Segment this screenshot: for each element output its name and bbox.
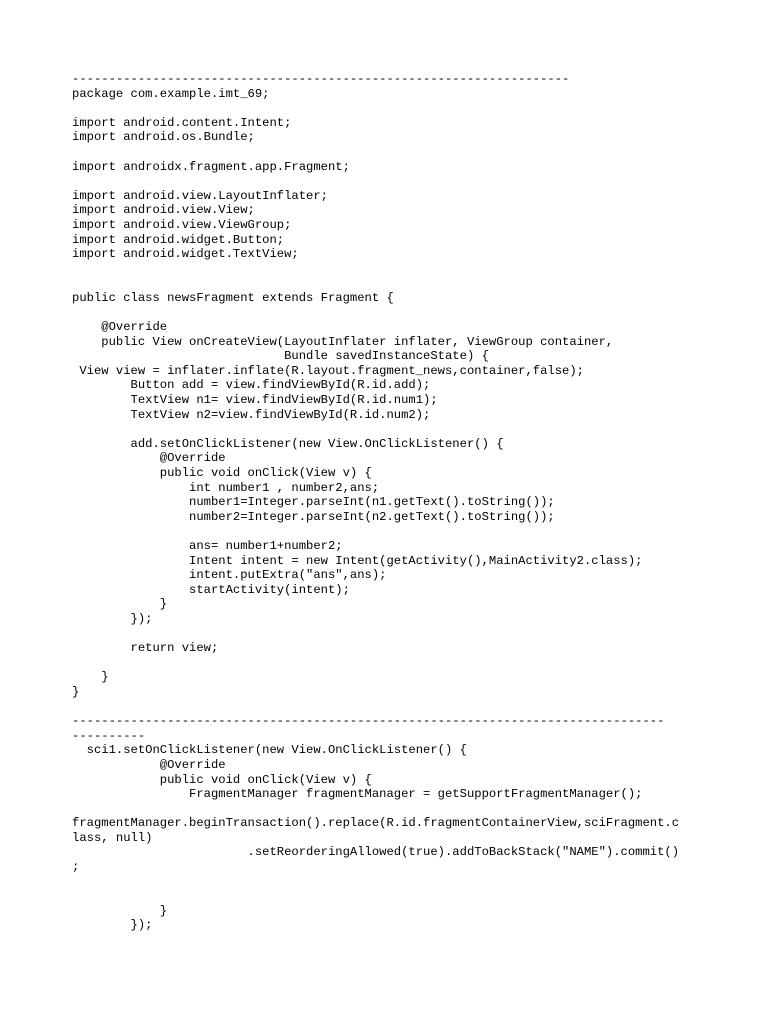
code-line: TextView n1= view.findViewById(R.id.num1); (72, 393, 438, 408)
code-line: import android.widget.TextView; (72, 247, 299, 262)
code-line (72, 306, 712, 321)
code-line: import android.view.ViewGroup; (72, 217, 292, 232)
code-line: } (72, 903, 168, 918)
code-line (72, 656, 712, 671)
code-line: return view; (72, 641, 219, 656)
code-line (72, 262, 712, 277)
code-line: number1=Integer.parseInt(n1.getText().toString()); (72, 495, 555, 510)
code-line: ans= number1+number2; (72, 539, 343, 553)
code-line: public void onClick(View v) { (72, 772, 372, 787)
code-line: public View onCreateView(LayoutInflater inflater, ViewGroup container, (72, 334, 614, 349)
code-line: public class newsFragment extends Fragment { (72, 290, 394, 305)
code-line: View view = inflater.inflate(R.layout.fragment_news,container,false); (72, 363, 584, 378)
code-line: lass, null) (72, 830, 153, 845)
code-line (72, 627, 712, 642)
code-line (72, 875, 712, 890)
code-line (72, 101, 712, 116)
code-line (72, 802, 712, 817)
code-line: @Override (72, 757, 226, 772)
code-line: Bundle savedInstanceState) { (72, 349, 489, 364)
code-line: intent.putExtra("ans",ans); (72, 568, 387, 583)
code-line: import android.view.LayoutInflater; (72, 188, 328, 203)
code-line: import android.content.Intent; (72, 115, 292, 130)
code-line: Intent intent = new Intent(getActivity(),MainActivity2.class); (72, 553, 643, 568)
code-line: FragmentManager fragmentManager = getSupportFragmentManager(); (72, 787, 643, 802)
code-line: startActivity(intent); (72, 582, 350, 597)
code-line: --------------------------------------------------------------------------------- (72, 714, 665, 729)
code-line: ---------- (72, 728, 146, 743)
code-line (72, 422, 712, 437)
code-listing (72, 72, 712, 933)
code-line: add.setOnClickListener(new View.OnClickListener() { (72, 436, 504, 451)
code-line: sci1.setOnClickListener(new View.OnClickListener() { (72, 743, 467, 758)
code-line (72, 524, 712, 539)
code-line: Button add = view.findViewById(R.id.add); (72, 378, 431, 393)
code-line: } (72, 670, 109, 685)
code-line: } (72, 684, 80, 699)
code-line (72, 276, 712, 291)
code-line (72, 174, 712, 189)
code-line: import android.widget.Button; (72, 232, 285, 247)
code-line: }); (72, 918, 153, 933)
code-line: .setReorderingAllowed(true).addToBackStack("NAME").commit() (72, 845, 680, 860)
code-line: import androidx.fragment.app.Fragment; (72, 159, 350, 174)
code-line: int number1 , number2,ans; (72, 480, 380, 495)
code-line: } (72, 597, 168, 612)
code-line: @Override (72, 451, 226, 466)
code-line: number2=Integer.parseInt(n2.getText().toString()); (72, 509, 555, 524)
code-line: public void onClick(View v) { (72, 466, 372, 481)
code-line (72, 700, 712, 715)
code-line: import android.os.Bundle; (72, 130, 255, 145)
code-line (72, 145, 712, 160)
code-line: -------------------------------------------------------------------- (72, 72, 570, 86)
code-line: @Override (72, 320, 168, 335)
code-line: TextView n2=view.findViewById(R.id.num2); (72, 407, 431, 422)
code-line (72, 889, 712, 904)
code-line: ; (72, 860, 80, 875)
code-line: import android.view.View; (72, 203, 255, 218)
code-line: }); (72, 611, 153, 626)
code-line: package com.example.imt_69; (72, 86, 270, 101)
code-line: fragmentManager.beginTransaction().replace(R.id.fragmentContainerView,sciFragment.c (72, 816, 680, 831)
